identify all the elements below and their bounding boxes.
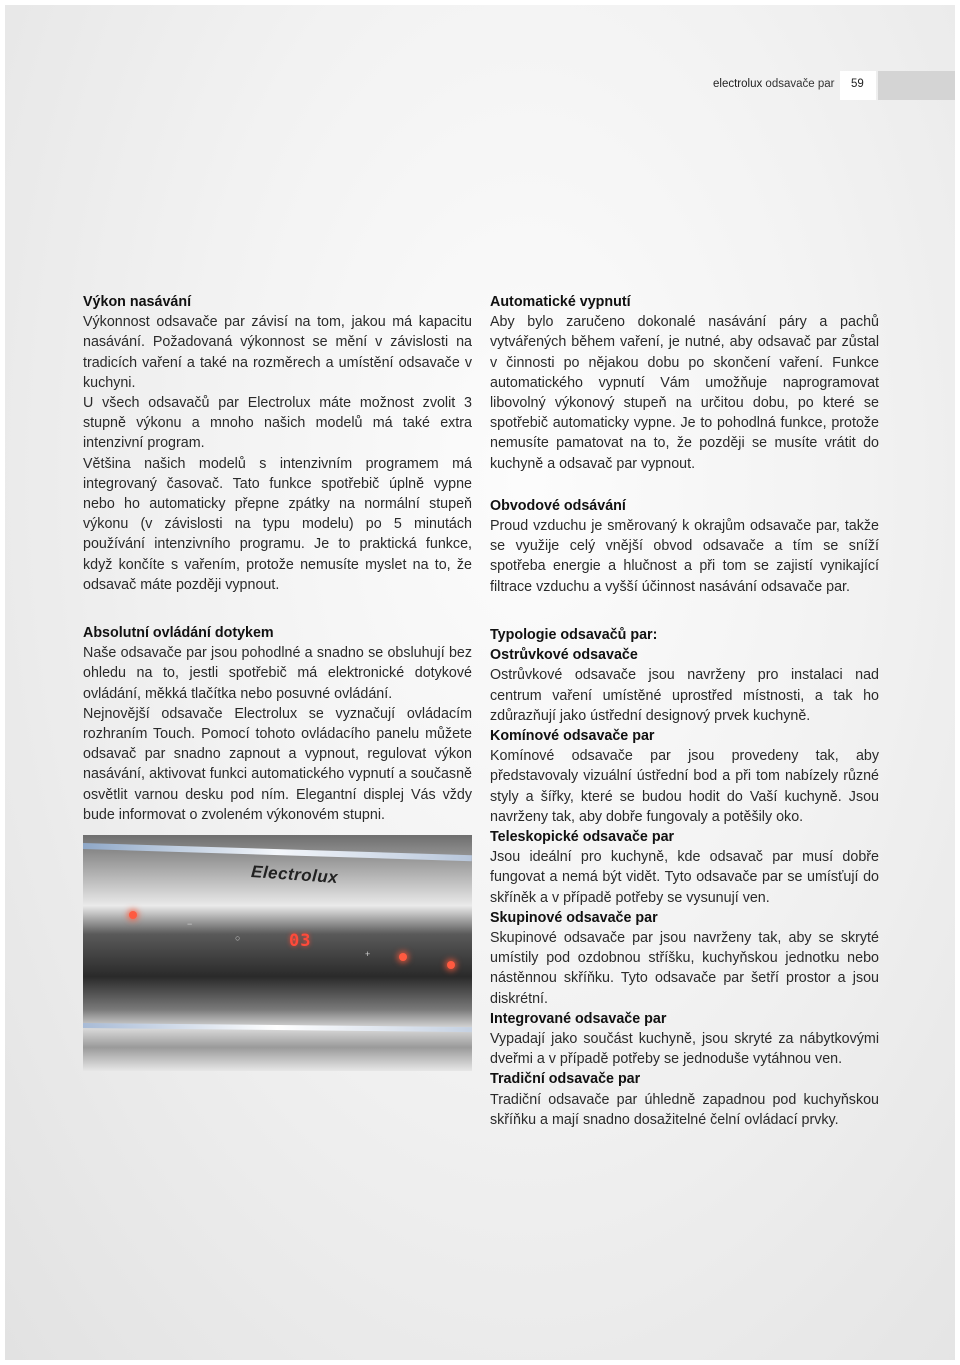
type-heading: Skupinové odsavače par [490,909,658,926]
type-text: Komínové odsavače par jsou provedeny tak, aby představovaly vizuální ústřední bod a při tom nabízely různé styly a šířky, které se budou hodit do Vaší kuchyně. Jsou navrženy tak, aby dobře fungovaly a potěšily oko. [490,748,879,825]
type-heading: Integrované odsavače par [490,1010,667,1027]
power-icon [447,961,455,969]
plus-icon: + [365,949,371,959]
section-heading-perimeter-suction: Obvodové odsávání [490,497,626,514]
type-text: Ostrůvkové odsavače jsou navrženy pro instalaci nad centrum vaření umístěné uprostřed místnosti, a tak ho zdůrazňují jako ústřední designový prvek kuchyně. [490,667,879,724]
paragraph: Nejnovější odsavače Electrolux se vyznačují ovládacím rozhraním Touch. Pomocí tohoto ovládacího panelu můžete odsavač par snadno zapnout a vypnout, regulovat výkon nasávání, aktivovat funkci automatického vypnutí a současně osvětlit varnou desku pod ním. Elegantní displej Vás vždy bude informovat o zvoleném výkonovém stupni. [83,705,472,823]
type-heading: Ostrůvkové odsavače [490,647,638,664]
hood-control-panel-photo [83,835,472,1071]
header-accent-bar [878,71,955,100]
timer-icon: ○ [235,933,241,943]
header-brand: electrolux [713,78,763,90]
type-text: Jsou ideální pro kuchyně, kde odsavač par musí dobře fungovat a nemá být vidět. Tyto odsavače par se umísťují do skříněk a v případě potřeby se vysunují ven. [490,849,879,906]
paragraph: Naše odsavače par jsou pohodlné a snadno se obsluhují bez ohledu na to, jestli spotřebič má elektronické dotykové ovládání, měkká tlačítka nebo posuvné ovládání. [83,645,472,702]
right-column-bottom [490,625,879,1130]
paragraph: Většina našich modelů s intenzivním programem má integrovaný časovač. Tato funkce spotřebič úplně vypne nebo ho automaticky přepne zpátky na normální stupeň výkonu (v závislosti na typu modelu) po 5 minutách používání intenzivního programu. Je to praktická funkce, když končíte s vařením, protože nemusíte myslet na to, že odsavač máte později vypnout. [83,455,472,593]
power-level-display: 03 [289,931,312,951]
left-column-bottom [83,623,472,825]
paragraph: Výkonnost odsavače par závisí na tom, jakou má kapacitu nasávání. Požadovaná výkonnost se mění v závislosti na tradicích vaření a také na rozměrech a umístění odsavače v kuchyni. [83,314,472,391]
light-stripe [83,1023,472,1032]
section-heading-hood-types: Typologie odsavačů par: [490,627,658,643]
type-text: Vypadají jako součást kuchyně, jsou skryté za nábytkovými dveřmi a v případě potřeby se jednoduše vytáhnou ven. [490,1031,879,1068]
type-heading: Komínové odsavače par [490,728,655,745]
header-section: odsavače par [765,78,835,90]
light-stripe [83,843,472,861]
electrolux-logo: Electrolux [250,861,339,888]
section-heading-touch-control: Absolutní ovládání dotykem [83,625,274,641]
light-icon [129,911,137,919]
paragraph: Aby bylo zaručeno dokonalé nasávání páry a pachů vytvářených během vaření, je nutné, aby odsavač par zůstal v činnosti po nějakou dobu po skončení vaření. Funkce automatického vypnutí Vám umožňuje naprogramovat libovolný výkonový stupeň na určitou dobu, po které se spotřebič automaticky vypne. Je to pohodlná funkce, protože nemusíte pamatovat na to, že později se musíte vrátit do kuchyně a odsavač par vypnout. [490,314,879,472]
paragraph: U všech odsavačů par Electrolux máte možnost zvolit 3 stupně výkonu a mnoho našich modelů má také extra intenzivní program. [83,395,472,452]
section-heading-suction-power: Výkon nasávání [83,294,192,310]
running-header [713,78,834,90]
page-number: 59 [851,78,864,90]
type-text: Skupinové odsavače par jsou navrženy tak, aby se skryté umístily pod ozdobnou stříšku, kuchyňskou jednotku nebo nástěnnou skříňku. Tyto odsavače par šetří prostor a jsou diskrétní. [490,930,879,1007]
section-heading-auto-off: Automatické vypnutí [490,294,631,310]
minus-icon: − [187,919,193,929]
fan-icon [399,953,407,961]
type-text: Tradiční odsavače par úhledně zapadnou pod kuchyňskou skříňku a mají snadno dosažitelné čelní ovládací prvky. [490,1091,879,1128]
type-heading: Teleskopické odsavače par [490,829,675,846]
left-column-top [83,292,472,595]
right-column-top [490,292,879,597]
paragraph: Proud vzduchu je směrovaný k okrajům odsavače par, takže se využije celý vnější obvod odsavače a tím se sníží spotřeba energie a hlučnost a při tom se zajistí vynikající filtrace vzduchu a vyšší účinnost nasávání odsavače par. [490,518,879,595]
type-heading: Tradiční odsavače par [490,1071,641,1088]
